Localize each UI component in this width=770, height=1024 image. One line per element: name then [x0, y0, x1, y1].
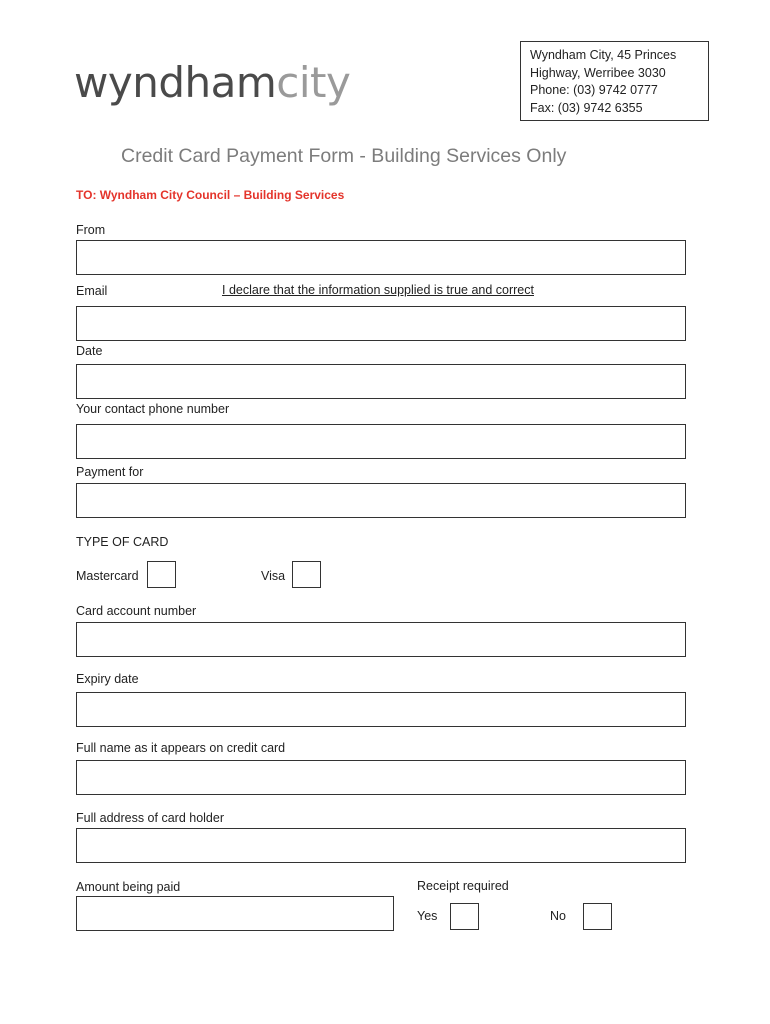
receipt-no-checkbox[interactable]: [583, 903, 612, 930]
date-label: Date: [76, 344, 103, 358]
expiry-field[interactable]: [76, 692, 686, 727]
form-title: Credit Card Payment Form - Building Services Only: [121, 145, 567, 167]
receipt-heading: Receipt required: [417, 879, 509, 893]
date-field[interactable]: [76, 364, 686, 399]
council-address-box: [520, 41, 709, 121]
receipt-no-label: No: [550, 909, 566, 923]
email-label: Email: [76, 284, 108, 298]
from-field[interactable]: [76, 240, 686, 275]
receipt-yes-label: Yes: [417, 909, 438, 923]
full-name-label: Full name as it appears on credit card: [76, 741, 286, 755]
from-label: From: [76, 223, 106, 237]
mastercard-checkbox[interactable]: [147, 561, 176, 588]
address-line: Phone: (03) 9742 0777: [530, 83, 658, 97]
receipt-yes-checkbox[interactable]: [450, 903, 479, 930]
card-account-label: Card account number: [76, 604, 197, 618]
logo-text-city: city: [276, 58, 351, 107]
phone-label: Your contact phone number: [76, 402, 230, 416]
wyndham-city-logo: [74, 58, 351, 107]
email-field[interactable]: [76, 306, 686, 341]
mastercard-label: Mastercard: [76, 569, 139, 583]
address-line: Fax: (03) 9742 6355: [530, 100, 643, 115]
recipient-line: TO: Wyndham City Council – Building Services: [76, 188, 345, 202]
card-type-heading: TYPE OF CARD: [76, 535, 169, 549]
expiry-label: Expiry date: [76, 672, 139, 686]
amount-field[interactable]: [76, 896, 394, 931]
address-line: Wyndham City, 45 Princes: [530, 48, 677, 62]
card-account-field[interactable]: [76, 622, 686, 657]
payment-for-label: Payment for: [76, 465, 144, 479]
full-name-field[interactable]: [76, 760, 686, 795]
payment-for-field[interactable]: [76, 483, 686, 518]
visa-label: Visa: [261, 569, 286, 583]
address-label: Full address of card holder: [76, 811, 224, 825]
phone-field[interactable]: [76, 424, 686, 459]
amount-label: Amount being paid: [76, 880, 181, 894]
address-field[interactable]: [76, 828, 686, 863]
address-line: Highway, Werribee 3030: [530, 65, 666, 80]
declaration-text: I declare that the information supplied is true and correct: [222, 283, 534, 297]
visa-checkbox[interactable]: [292, 561, 321, 588]
logo-text-wyndham: wyndham: [74, 58, 277, 107]
